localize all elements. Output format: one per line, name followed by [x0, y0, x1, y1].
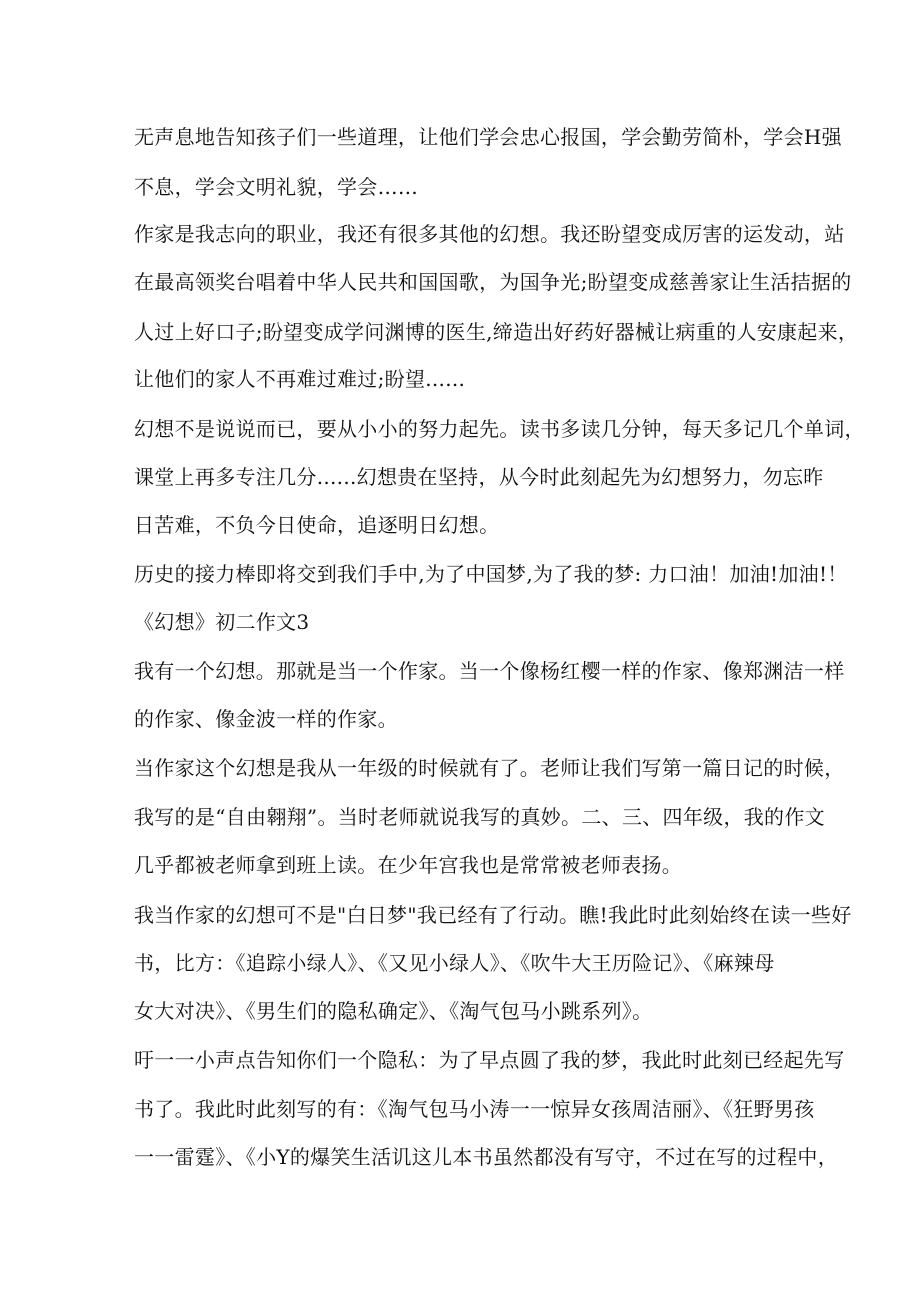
text-line: 历史的接力棒即将交到我们手中,为了中国梦,为了我的梦: 力口油！加油!加油!！ — [134, 562, 848, 586]
text-line: 无声息地告知孩子们一些道理，让他们学会忠心报国，学会勤劳简朴，学会H强 — [134, 125, 842, 149]
text-line: 一一雷霆》、《小Y的爆笑生活讥这儿本书虽然都没有写守，不过在写的过程中， — [134, 1145, 839, 1169]
text-line: 课堂上再多专注几分......幻想贵在坚持，从今时此刻起先为幻想努力，勿忘昨 — [134, 465, 824, 489]
text-line: 的作家、像金波一样的作家。 — [134, 707, 398, 731]
section-heading: 《幻想》初二作文3 — [134, 610, 310, 634]
text-line: 幻想不是说说而已，要从小小的努力起先。读书多读几分钟，每天多记几个单词， — [134, 417, 865, 441]
text-line: 不息，学会文明礼貌，学会…… — [134, 175, 419, 199]
text-line: 人过上好口子;盼望变成学问渊博的医生,缔造出好药好器械让病重的人安康起来， — [134, 320, 859, 344]
text-line: 我有一个幻想。那就是当一个作家。当一个像杨红樱一样的作家、像郑渊洁一样 — [134, 659, 845, 683]
text-line: 我写的是“自由翱翔”。当时老师就说我写的真妙。二、三、四年级，我的作文 — [134, 805, 825, 829]
text-line: 日苦难，不负今日使命，追逐明日幻想。 — [134, 513, 500, 537]
text-line: 作家是我志向的职业，我还有很多其他的幻想。我还盼望变成厉害的运发动，站 — [134, 222, 845, 246]
text-line: 几乎都被老师拿到班上读。在少年宫我也是常常被老师表扬。 — [134, 853, 683, 877]
text-line: 让他们的家人不再难过难过;盼望...... — [134, 367, 466, 391]
text-line: 书了。我此时此刻写的有：《淘气包马小涛一一惊异女孩周洁丽》、《狂野男孩 — [134, 1097, 815, 1121]
text-line: 书，比方：《追踪小绿人》、《又见小绿人》、《吹牛大王历险记》、《麻辣母 — [134, 951, 775, 975]
text-line: 吁一一小声点告知你们一个隐私：为了早点圆了我的梦，我此时此刻已经起先写 — [134, 1048, 845, 1072]
text-line: 在最高领奖台唱着中华人民共和国国歌，为国争光;盼望变成慈善家让生活拮据的 — [134, 270, 852, 294]
text-line: 我当作家的幻想可不是"白日梦"我已经有了行动。瞧!我此时此刻始终在读一些好 — [134, 903, 852, 927]
text-line: 女大对决》、《男生们的隐私确定》、《淘气包马小跳系列》。 — [134, 999, 653, 1023]
text-line: 当作家这个幻想是我从一年级的时候就有了。老师让我们写第一篇日记的时候， — [134, 756, 845, 780]
